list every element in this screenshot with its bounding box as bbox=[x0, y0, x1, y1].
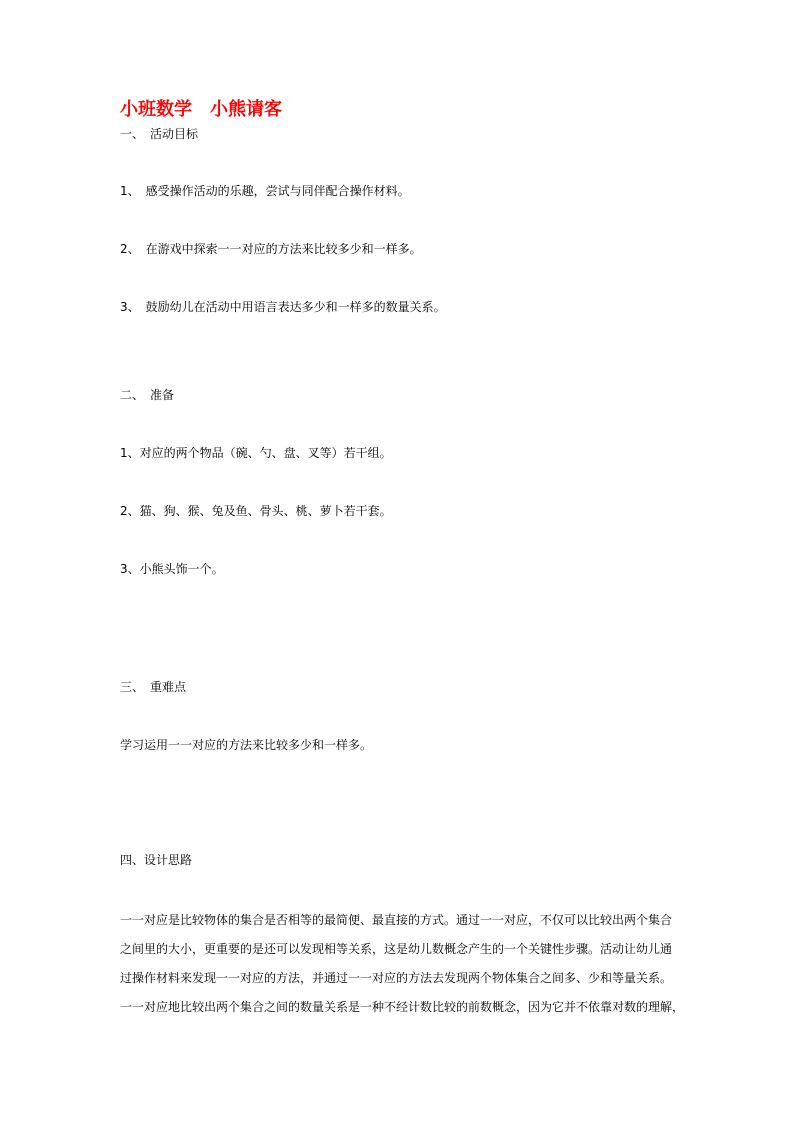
section-heading-goals: 一、 活动目标 bbox=[120, 127, 199, 141]
preparation-item-2: 2、猫、狗、猴、兔及鱼、骨头、桃、萝卜若干套。 bbox=[120, 504, 392, 518]
goal-item-2: 2、 在游戏中探索一一对应的方法来比较多少和一样多。 bbox=[120, 242, 422, 256]
design-paragraph-line: 一一对应地比较出两个集合之间的数量关系是一种不经计数比较的前数概念，因为它并不依靠对数的理解， bbox=[120, 1000, 685, 1014]
document-title: 小班数学 小熊请客 bbox=[120, 99, 282, 120]
design-paragraph-line: 一一对应是比较物体的集合是否相等的最简便、最直接的方式。通过一一对应，不仅可以比较出两个集合 bbox=[120, 913, 673, 927]
design-paragraph bbox=[120, 906, 685, 1022]
section-heading-key-points: 三、 重难点 bbox=[120, 680, 187, 694]
section-heading-design: 四、设计思路 bbox=[120, 853, 193, 867]
goal-item-3: 3、 鼓励幼儿在活动中用语言表达多少和一样多的数量关系。 bbox=[120, 300, 446, 314]
key-points-text: 学习运用一一对应的方法来比较多少和一样多。 bbox=[120, 738, 373, 752]
goal-item-1: 1、 感受操作活动的乐趣，尝试与同伴配合操作材料。 bbox=[120, 184, 410, 198]
design-paragraph-line: 过操作材料来发现一一对应的方法，并通过一一对应的方法去发现两个物体集合之间多、少和等量关系。 bbox=[120, 971, 673, 985]
preparation-item-1: 1、对应的两个物品（碗、勺、盘、叉等）若干组。 bbox=[120, 446, 392, 460]
design-paragraph-line: 之间里的大小，更重要的是还可以发现相等关系，这是幼儿数概念产生的一个关键性步骤。活动让幼儿通 bbox=[120, 942, 673, 956]
preparation-item-3: 3、小熊头饰一个。 bbox=[120, 562, 224, 576]
section-heading-preparation: 二、 准备 bbox=[120, 388, 175, 402]
